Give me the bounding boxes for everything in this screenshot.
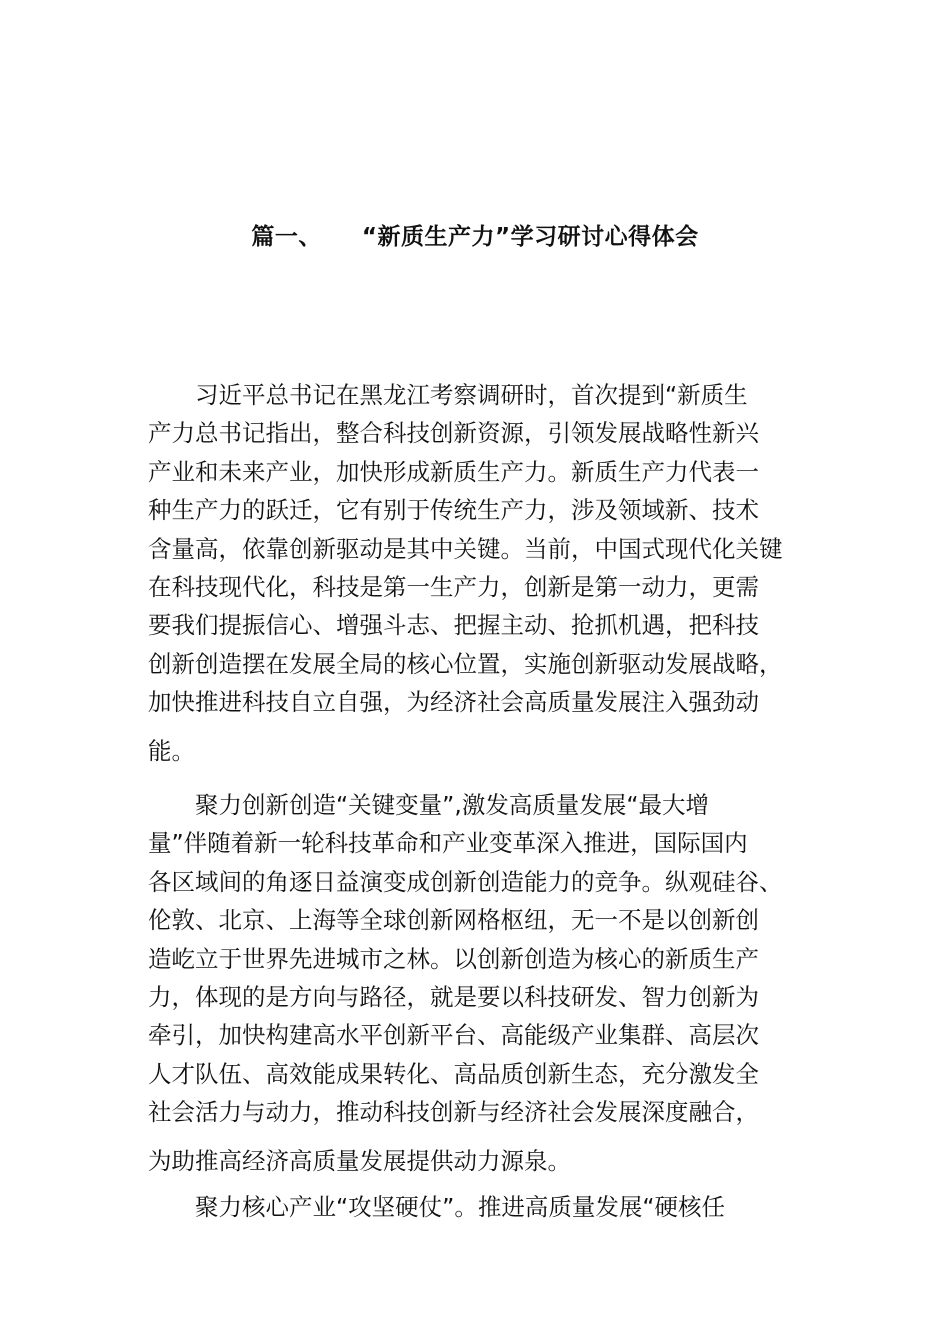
- paragraph-1-line-8: 创新创造摆在发展全局的核心位置，实施创新驱动发展战略，: [148, 650, 783, 678]
- title-text: “新质生产力”学习研讨心得体会: [361, 224, 699, 250]
- paragraph-1-line-10: 能。: [148, 737, 195, 765]
- paragraph-2-line-7: 牵引，加快构建高水平创新平台、高能级产业集群、高层次: [148, 1021, 759, 1049]
- paragraph-2-line-3: 各区域间的角逐日益演变成创新创造能力的竞争。纵观硅谷、: [148, 868, 783, 896]
- paragraph-2-line-1: 聚力创新创造“关键变量”,激发高质量发展“最大增: [148, 791, 709, 819]
- paragraph-3-line-1: 聚力核心产业“攻坚硬仗”。推进高质量发展“硬核任: [148, 1193, 726, 1221]
- paragraph-1-line-7: 要我们提振信心、增强斗志、把握主动、抢抓机遇，把科技: [148, 611, 759, 639]
- paragraph-1-line-3: 产业和未来产业，加快形成新质生产力。新质生产力代表一: [148, 458, 759, 486]
- paragraph-1-line-2: 产力总书记指出，整合科技创新资源，引领发展战略性新兴: [148, 419, 759, 447]
- paragraph-1-line-4: 种生产力的跃迁，它有别于传统生产力，涉及领域新、技术: [148, 496, 759, 524]
- paragraph-2-line-9: 社会活力与动力，推动科技创新与经济社会发展深度融合，: [148, 1098, 759, 1126]
- paragraph-2-line-8: 人才队伍、高效能成果转化、高品质创新生态，充分激发全: [148, 1060, 759, 1088]
- document-title: [0, 218, 950, 251]
- title-prefix: 篇一、: [251, 224, 322, 250]
- paragraph-1-line-9: 加快推进科技自立自强，为经济社会高质量发展注入强劲动: [148, 688, 759, 716]
- paragraph-2-line-10: 为助推高经济高质量发展提供动力源泉。: [148, 1147, 571, 1175]
- paragraph-2-line-6: 力，体现的是方向与路径，就是要以科技研发、智力创新为: [148, 983, 759, 1011]
- paragraph-2-line-2: 量”伴随着新一轮科技革命和产业变革深入推进，国际国内: [148, 829, 748, 857]
- paragraph-1-line-5: 含量高，依靠创新驱动是其中关键。当前，中国式现代化关键: [148, 535, 783, 563]
- paragraph-1-line-6: 在科技现代化，科技是第一生产力，创新是第一动力，更需: [148, 573, 759, 601]
- paragraph-2-line-5: 造屹立于世界先进城市之林。以创新创造为核心的新质生产: [148, 945, 759, 973]
- paragraph-1-line-1: 习近平总书记在黑龙江考察调研时，首次提到“新质生: [148, 381, 748, 409]
- paragraph-2-line-4: 伦敦、北京、上海等全球创新网格枢纽，无一不是以创新创: [148, 906, 759, 934]
